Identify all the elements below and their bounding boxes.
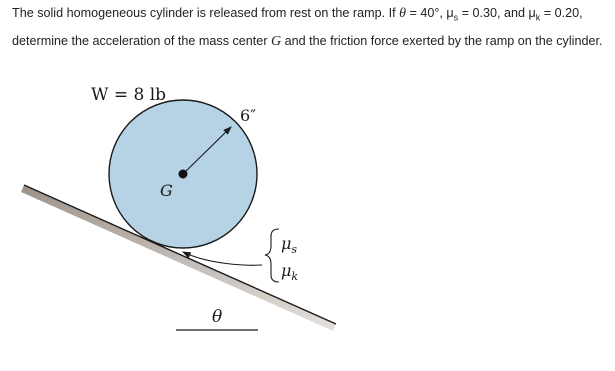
theta-symbol: θ <box>399 6 406 21</box>
problem-text-1: The solid homogeneous cylinder is released from rest on the ramp. If <box>12 6 400 20</box>
g-symbol: G <box>271 33 282 49</box>
problem-text-4: = 0.20, determine the acceleration of the mass center <box>12 6 583 48</box>
center-point <box>179 170 188 179</box>
mu-s-label-subscript: s <box>291 243 298 256</box>
mu-k-subscript: k <box>535 12 541 23</box>
center-label: G <box>160 181 173 200</box>
mu-brace <box>265 229 279 282</box>
mu-k-symbol: μ <box>281 261 292 280</box>
radius-label: 6″ <box>240 106 257 125</box>
mu-k-label <box>281 261 298 283</box>
mu-k-label-subscript: k <box>291 270 299 283</box>
angle-label: θ <box>212 307 223 327</box>
problem-text-5: and the friction force exerted by the ramp on the cylinder. <box>281 33 603 48</box>
problem-text-2: = 40°, μ <box>406 6 454 20</box>
mu-s-symbol: μ <box>281 234 292 253</box>
mu-s-label <box>281 234 297 256</box>
mu-s-subscript: s <box>453 12 459 23</box>
weight-label: W = 8 lb <box>91 85 167 105</box>
problem-text-3: = 0.30, and μ <box>458 6 536 20</box>
